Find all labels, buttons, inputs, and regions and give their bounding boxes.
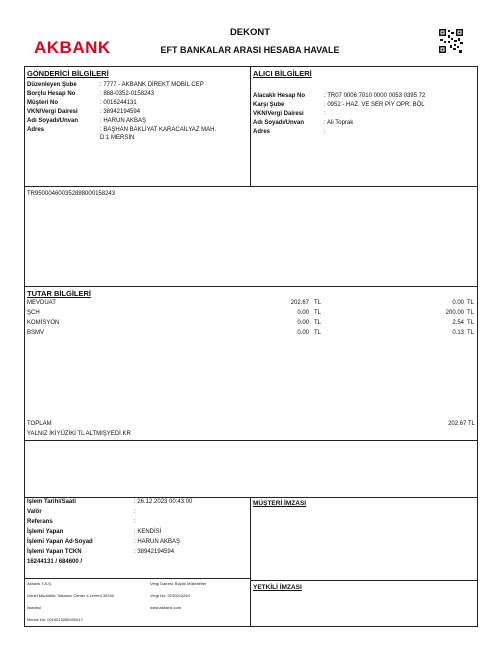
- receiver-row: VKN/Vergi Dairesi: [253, 111, 304, 117]
- receiver-row: Karşı Şube: [253, 102, 285, 108]
- sender-row: Borçlu Hesap No: [27, 91, 76, 97]
- amounts-title: TUTAR BİLGİLERİ: [27, 289, 92, 298]
- receiver-title: ALICI BİLGİLERİ: [253, 69, 312, 78]
- total-in-words: YALNIZ İKİYÜZİKİ TL ALTMIŞYEDİ KR: [27, 431, 131, 437]
- customer-signature-label: MÜŞTERİ İMZASI: [253, 500, 307, 507]
- sender-row: Adres: [27, 127, 45, 133]
- transaction-row: Valör: [27, 509, 42, 515]
- description-bottom-line: [24, 286, 478, 287]
- transaction-row: İşlem Tarihi/Saati: [27, 499, 76, 505]
- transfer-description: TR950004600352888000158243: [27, 191, 116, 197]
- sender-row: Düzenleyen Şube: [27, 82, 77, 88]
- sender-row: Adı Soyadı/Unvan: [27, 118, 79, 124]
- akbank-logo: AKBANK: [34, 38, 111, 57]
- total-value: 202.67 TL: [448, 421, 475, 427]
- sender-title: GÖNDERİCİ BİLGİLERİ: [27, 69, 109, 78]
- sender-address-line2: D:1 MERSİN: [100, 135, 135, 141]
- qr-code-icon: [438, 28, 464, 54]
- receiver-row: Adı Soyadı/Unvan: [253, 120, 305, 126]
- receiver-row: Alacaklı Hesap No: [253, 93, 306, 99]
- footer-line-left: [24, 578, 250, 579]
- footer-text: Mersis No: 0015015266400017: [27, 617, 83, 622]
- footer-text: Vergi Dairesi: Büyük Mükellefler: [150, 581, 207, 586]
- transaction-row: İşlemi Yapan: [27, 529, 64, 535]
- transaction-row: İşlemi Yapan Ad-Soyad: [27, 539, 93, 545]
- party-bottom-line: [24, 186, 478, 187]
- transaction-row: İşlemi Yapan TCKN: [27, 549, 82, 555]
- party-divider: [250, 66, 251, 186]
- amount-row: KOMİSYON 0.00 TL 2.54 TL: [27, 320, 475, 326]
- sender-row: Müşteri No: [27, 100, 59, 106]
- lower-divider: [250, 497, 251, 627]
- footer-text: www.akbank.com: [150, 605, 182, 610]
- transaction-row: Referans: [27, 519, 53, 525]
- footer-text: Genel Müdürlük: Sabancı Center 4.Levent 34330: [27, 593, 114, 598]
- transaction-ref-line: 16244131 / 684600 /: [27, 559, 83, 565]
- total-label: TOPLAM: [27, 421, 52, 427]
- amount-row: BSMV 0.00 TL 0.13 TL: [27, 330, 475, 336]
- footer-text: İstanbul: [27, 605, 42, 610]
- authorized-signature-label: YETKİLİ İMZASI: [253, 584, 302, 591]
- footer-text: Akbank T.A.Ş.: [27, 581, 53, 586]
- amounts-bottom-line: [24, 440, 478, 441]
- document-subtitle: EFT BANKALAR ARASI HESABA HAVALE: [160, 45, 340, 55]
- amount-row: MEVDUAT 202.67 TL 0.00 TL: [27, 300, 475, 306]
- receiver-row: Adres: [253, 129, 271, 135]
- document-title: DEKONT: [229, 27, 271, 38]
- amount-row: ŞCH 0.00 TL 200.00 TL: [27, 310, 475, 316]
- signature-split-line: [250, 580, 478, 581]
- footer-text: Vergi No: 0150015264: [150, 593, 190, 598]
- lower-section-line: [24, 497, 478, 498]
- sender-row: VKN/Vergi Dairesi: [27, 109, 78, 115]
